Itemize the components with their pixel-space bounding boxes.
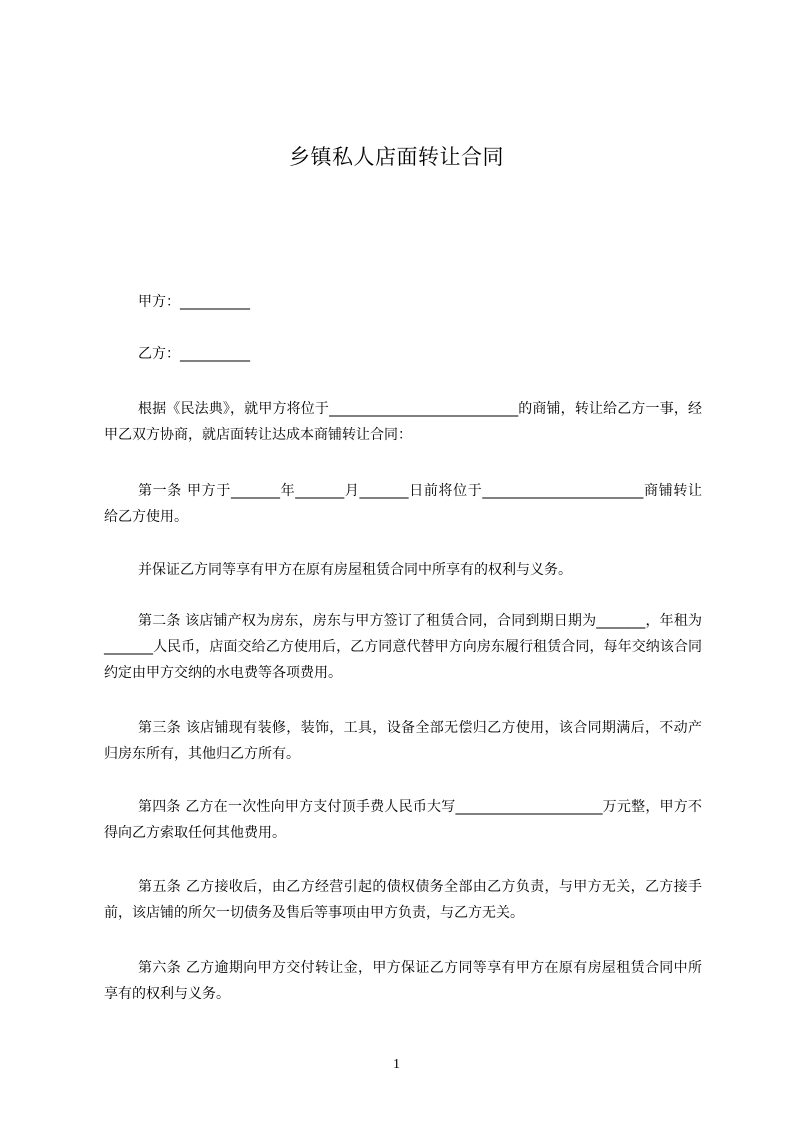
paragraph-text: 第一条 甲方于_______年_______月_______日前将位于_______________________商铺转让给乙方使用。 (104, 483, 702, 525)
document-title: 乡镇私人店面转让合同 (289, 145, 504, 169)
article-1-paragraph (104, 478, 702, 530)
paragraph-text: 第六条 乙方逾期向甲方交付转让金，甲方保证乙方同等享有甲方在原有房屋租赁合同中所享有的权利与义务。 (104, 960, 702, 1002)
article-5-paragraph (104, 874, 702, 926)
party-a-line (104, 289, 702, 315)
article-4-paragraph (104, 794, 702, 846)
party-b-text: 乙方：__________ (138, 346, 250, 362)
paragraph-text: 并保证乙方同等享有甲方在原有房屋租赁合同中所享有的权利与义务。 (138, 562, 572, 578)
paragraph-text: 第四条 乙方在一次性向甲方支付顶手费人民币大写_____________________万元整，甲方不得向乙方索取任何其他费用。 (104, 799, 702, 841)
article-3-paragraph (104, 715, 702, 767)
article-6-paragraph (104, 955, 702, 1007)
paragraph-text: 第五条 乙方接收后，由乙方经营引起的债权债务全部由乙方负责，与甲方无关，乙方接手前，该店铺的所欠一切债务及售后等事项由甲方负责，与乙方无关。 (104, 879, 702, 921)
paragraph-text: 第二条 该店铺产权为房东，房东与甲方签订了租赁合同，合同到期日期为_______，年租为_______人民币，店面交给乙方使用后，乙方同意代替甲方向房东履行租赁合同，每年交纳该合同约定由甲方交纳的水电费等各项费用。 (104, 613, 702, 681)
paragraph-text: 第三条 该店铺现有装修，装饰，工具，设备全部无偿归乙方使用，该合同期满后，不动产归房东所有，其他归乙方所有。 (104, 720, 702, 762)
party-b-line (104, 341, 702, 367)
guarantee-paragraph (104, 557, 702, 583)
article-2-paragraph (104, 608, 702, 686)
party-a-text: 甲方：__________ (138, 294, 250, 310)
paragraph-text: 根据《民法典》，就甲方将位于___________________________的商铺，转让给乙方一事，经甲乙双方协商，就店面转让达成本商铺转让合同： (104, 401, 702, 443)
page-number: 1 (393, 1057, 400, 1072)
preamble-paragraph (104, 396, 702, 448)
